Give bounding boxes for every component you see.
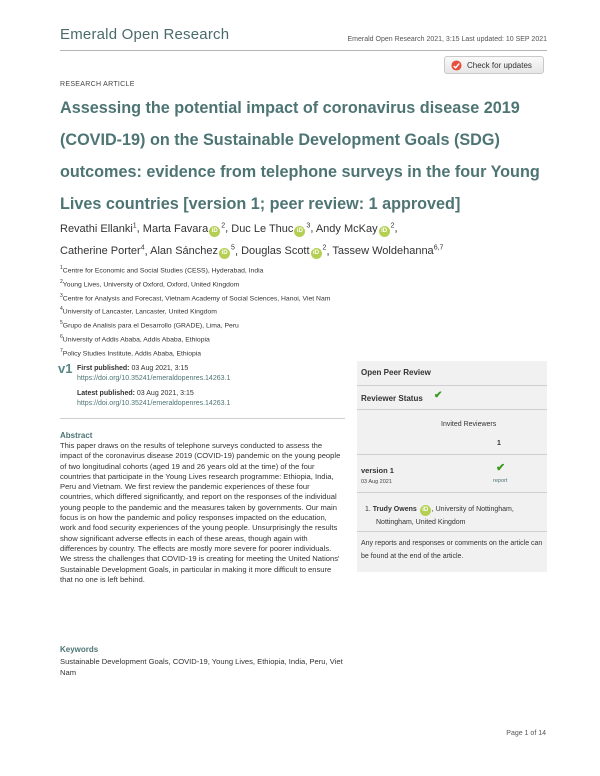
affiliation-list <box>60 263 330 359</box>
invited-reviewers-count: 1 <box>497 440 501 447</box>
author-name: Alan Sánchez <box>150 245 219 258</box>
affiliation-number: 4 <box>60 306 63 313</box>
header-rule <box>60 50 547 51</box>
author <box>150 245 235 257</box>
affiliation-text: Centre for Analysis and Forecast, Vietnam Academy of Social Sciences, Hanoi, Viet Nam <box>62 294 331 302</box>
panel-divider <box>357 492 547 493</box>
version-label[interactable]: version 1 <box>361 466 394 475</box>
panel-divider <box>357 531 547 532</box>
author-name: Douglas Scott <box>241 245 310 258</box>
version-badge: v1 <box>58 361 73 376</box>
report-link[interactable]: report <box>493 478 508 484</box>
version-date: 03 Aug 2021 <box>361 479 392 485</box>
reviewer-number: 1. <box>365 506 371 513</box>
affiliation-number: 3 <box>60 292 63 299</box>
author-name: Duc Le Thuc <box>231 222 294 235</box>
affiliation-text: University of Lancaster, Lancaster, United Kingdom <box>62 308 217 316</box>
latest-published-label: Latest published: <box>77 390 135 397</box>
author-affiliation-ref: 2 <box>322 244 327 252</box>
keywords-heading: Keywords <box>60 645 99 654</box>
author-list: Revathi Ellanki$^1$, Marta Favara $iD^2$, Duc Le Thuc $iD^3$, Andy McKay $iD^2$, Catherine Porter$^4$, Alan Sánchez $iD^5$, Douglas Scott $iD^2$, Tassew Woldehanna$^{6,7}$ <box>60 222 444 258</box>
affiliation-text: Centre for Economic and Social Studies (CESS), Hyderabad, India <box>62 267 264 275</box>
abstract-heading: Abstract <box>60 431 93 440</box>
affiliation-number: 1 <box>60 265 63 271</box>
affiliation-text: Grupo de Analisis para el Desarrollo (GRADE), Lima, Peru <box>62 322 239 330</box>
affiliation-number: 7 <box>60 347 63 354</box>
citation-line: Emerald Open Research 2021, 3:15 Last updated: 10 SEP 2021 <box>347 36 547 43</box>
affiliation-text: Young Lives, University of Oxford, Oxford, United Kingdom <box>62 281 240 289</box>
article-title: Assessing the potential impact of coronavirus disease 2019 (COVID-19) on the Sustainable Development Goals (SDG) outcomes: evidence from telephone surveys in the four Young Lives countries [version 1; peer review: 1 approved] <box>60 99 540 213</box>
affiliation-text: University of Addis Ababa, Addis Ababa, Ethiopia <box>62 336 210 344</box>
affiliation-item <box>60 332 330 346</box>
reviewer-name: Trudy Owens <box>372 506 417 513</box>
author-affiliation-ref: 3 <box>306 222 311 229</box>
affiliation-number: 5 <box>60 320 63 327</box>
reviewer-affiliation: , University of Nottingham, <box>431 506 514 513</box>
invited-reviewers-label: Invited Reviewers <box>441 421 497 428</box>
author-name: Catherine Porter <box>60 245 141 258</box>
peer-review-note: Any reports and responses or comments on the article can be found at the end of the article. <box>361 540 543 560</box>
affiliation-text: Policy Studies Institute, Addis Ababa, Ethiopia <box>62 349 202 357</box>
first-published <box>77 364 230 384</box>
author-affiliation-ref: 2 <box>221 222 226 229</box>
latest-published <box>77 389 230 409</box>
check-for-updates-button[interactable] <box>444 56 544 74</box>
author <box>316 223 395 235</box>
affiliation-item <box>60 277 330 291</box>
author <box>241 245 326 257</box>
affiliation-item <box>60 318 330 332</box>
orcid-icon[interactable]: iD <box>379 226 390 237</box>
affiliation-item <box>60 304 330 318</box>
affiliation-item <box>60 346 330 360</box>
abstract-text: This paper draws on the results of telephone surveys conducted to assess the impact of the coronavirus disease 2019 (COVID-19) pandemic on the young people of two longitudinal cohorts (aged 19 and 26 years old at the time) of the four countries that participate in the Young Lives research programme: Ethiopia, India, Peru and Vietnam. We first review the pandemic experiences of these four countries, which differed significantly, and report on the responses of the individual young people to the pandemic and the measures taken by governments. Our main focus is on how the pandemic and policy responses impacted on the education, work and food security experiences of the young people. Unsurprisingly the results show significant adverse effects in each of these areas, though again with differences by country. The effects are mostly more severe for poorer individuals. We stress the challenges that COVID-19 is creating for meeting the United Nations' Sustainable Development Goals, in particular in making it more difficult to ensure that no one is left behind. <box>60 441 341 584</box>
first-published-doi-link[interactable]: https://doi.org/10.35241/emeraldopenres.14263.1 <box>77 375 231 382</box>
orcid-icon[interactable]: iD <box>209 226 220 237</box>
open-peer-review-panel <box>357 361 547 572</box>
latest-published-date: 03 Aug 2021, 3:15 <box>136 390 194 397</box>
approved-check-icon: ✔ <box>434 390 443 401</box>
author <box>60 245 145 257</box>
first-published-label: First published: <box>77 365 130 372</box>
affiliation-number: 6 <box>60 333 63 340</box>
section-divider <box>60 418 345 419</box>
author-affiliation-ref: 5 <box>231 244 235 252</box>
orcid-icon[interactable]: iD <box>294 226 305 237</box>
article-type-label: RESEARCH ARTICLE <box>60 81 135 88</box>
author <box>332 245 443 257</box>
panel-divider <box>357 385 547 386</box>
report-check-icon: ✔ <box>496 462 506 474</box>
orcid-icon[interactable]: iD <box>311 248 322 259</box>
keywords-text: Sustainable Development Goals, COVID-19, Young Lives, Ethiopia, India, Peru, Viet Nam <box>60 657 343 677</box>
author-affiliation-ref: 1 <box>132 222 137 229</box>
check-for-updates-icon <box>451 60 462 71</box>
author-name: Revathi Ellanki <box>60 222 133 235</box>
first-published-date: 03 Aug 2021, 3:15 <box>131 365 189 372</box>
orcid-icon[interactable]: iD <box>420 505 431 516</box>
reviewer-entry <box>365 503 543 529</box>
page-header <box>60 26 547 48</box>
author-name: Marta Favara <box>142 222 209 235</box>
author <box>60 223 137 235</box>
affiliation-number: 2 <box>60 278 63 285</box>
page-number: Page 1 of 14 <box>506 730 546 737</box>
author-affiliation-ref: 2 <box>390 222 395 229</box>
journal-name: Emerald Open Research <box>60 26 230 43</box>
orcid-icon[interactable]: iD <box>219 248 230 259</box>
author-affiliation-ref: 4 <box>140 244 145 252</box>
panel-divider <box>357 454 547 455</box>
reviewer-affiliation-city: Nottingham, United Kingdom <box>376 519 466 526</box>
author-name: Andy McKay <box>315 222 378 235</box>
check-for-updates-label: Check for updates <box>467 60 532 70</box>
reviewer-status-label: Reviewer Status <box>361 394 423 403</box>
author-affiliation-ref: 6,7 <box>433 244 444 252</box>
author <box>143 223 225 235</box>
latest-published-doi-link[interactable]: https://doi.org/10.35241/emeraldopenres.14263.1 <box>77 400 231 407</box>
affiliation-item <box>60 291 330 305</box>
panel-divider <box>357 409 547 410</box>
peer-review-heading: Open Peer Review <box>361 368 431 377</box>
affiliation-item <box>60 263 330 277</box>
author-name: Tassew Woldehanna <box>332 245 434 258</box>
author <box>231 223 310 235</box>
